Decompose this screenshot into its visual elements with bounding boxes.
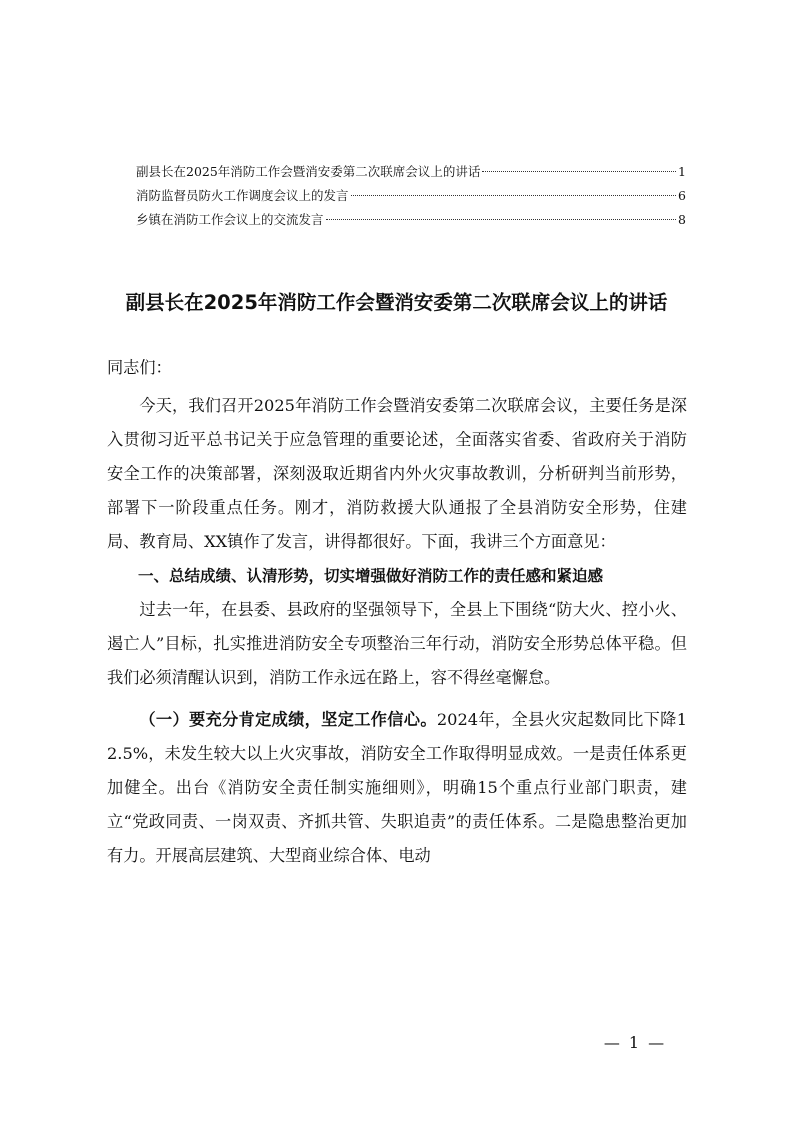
document-title: 副县长在2025年消防工作会暨消安委第二次联席会议上的讲话 xyxy=(125,291,668,314)
salutation: 同志们： xyxy=(107,358,172,377)
toc-entry[interactable] xyxy=(136,208,686,232)
intro-paragraph: 今天，我们召开2025年消防工作会暨消安委第二次联席会议，主要任务是深入贯彻习近平总书记关于应急管理的重要论述，全面落实省委、省政府关于消防安全工作的决策部署，深刻汲取近期省内外火灾事故教训，分析研判当前形势，部署下一阶段重点任务。刚才，消防救援大队通报了全县消防安全形势，住建局、教育局、XX镇作了发言，讲得都很好。下面，我讲三个方面意见： xyxy=(107,396,687,551)
toc-leader-dots xyxy=(326,219,677,220)
section-heading: 一、总结成绩、认清形势，切实增强做好消防工作的责任感和紧迫感 xyxy=(138,567,604,585)
toc-entry-page: 6 xyxy=(678,188,686,203)
subsection-paragraph xyxy=(107,703,687,873)
toc-entry-title: 副县长在2025年消防工作会暨消安委第二次联席会议上的讲话 xyxy=(136,164,481,179)
table-of-contents xyxy=(136,160,686,232)
toc-entry[interactable] xyxy=(136,160,686,184)
toc-entry-page: 8 xyxy=(678,212,686,227)
subsection-heading: （一）要充分肯定成绩，坚定工作信心。 xyxy=(139,710,437,729)
toc-entry-page: 1 xyxy=(678,164,686,179)
subsection-text: 2024年，全县火灾起数同比下降12.5%，未发生较大以上火灾事故，消防安全工作取得明显成效。一是责任体系更加健全。出台《消防安全责任制实施细则》，明确15个重点行业部门职责，建立“党政同责、一岗双责、齐抓共管、失职追责”的责任体系。二是隐患整治更加有力。开展高层建筑、大型商业综合体、电动 xyxy=(107,710,688,865)
toc-leader-dots xyxy=(351,195,677,196)
document-body xyxy=(107,351,687,873)
toc-entry-title: 消防监督员防火工作调度会议上的发言 xyxy=(136,188,349,203)
page-number: — 1 — xyxy=(603,1033,667,1052)
toc-leader-dots xyxy=(482,171,676,172)
section-paragraph: 过去一年，在县委、县政府的坚强领导下，全县上下围绕“防大火、控小火、遏亡人”目标，扎实推进消防安全专项整治三年行动，消防安全形势总体平稳。但我们必须清醒认识到，消防工作永远在路上，容不得丝毫懈怠。 xyxy=(107,600,687,687)
toc-entry[interactable] xyxy=(136,184,686,208)
toc-entry-title: 乡镇在消防工作会议上的交流发言 xyxy=(136,212,324,227)
